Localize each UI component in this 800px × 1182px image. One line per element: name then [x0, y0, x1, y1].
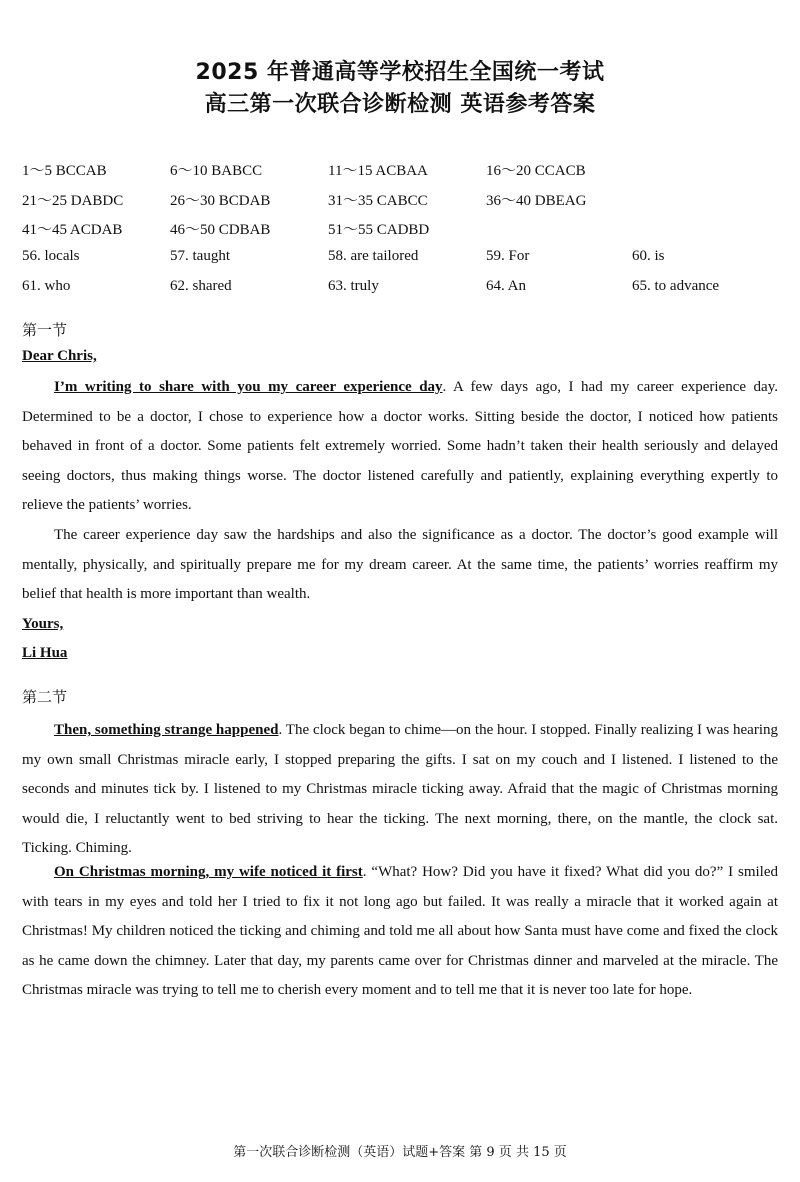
answer-item: 16～20 CCACB [486, 163, 586, 179]
letter-signature: Li Hua [22, 645, 68, 661]
answer-item: 11～15 ACBAA [328, 163, 428, 179]
section2-paragraph1-lead: Then, something strange happened [54, 722, 279, 738]
answer-item: 51～55 CADBD [328, 222, 430, 238]
answer-item: 6～10 BABCC [170, 163, 263, 179]
section1-paragraph2-body: The career experience day saw the hardships and also the significance as a doctor. The doctor’s good example will mentally, physically, and spiritually prepare me for my dream career. At the same time, the patients’ worries reaffirm my belief that health is more important than wealth. [22, 527, 778, 603]
answer-item: 60. is [632, 248, 665, 264]
section1-paragraph2 [22, 521, 778, 610]
answer-item: 65. to advance [632, 278, 720, 294]
answer-item: 1～5 BCCAB [22, 163, 107, 179]
answer-item: 57. taught [170, 248, 230, 264]
answer-item: 58. are tailored [328, 248, 419, 264]
answer-item: 62. shared [170, 278, 232, 294]
answer-item: 61. who [22, 278, 71, 294]
answer-item: 63. truly [328, 278, 379, 294]
section2-paragraph1 [22, 716, 778, 864]
section1-paragraph1-lead: I’m writing to share with you my career experience day [54, 379, 443, 395]
section2-paragraph2-lead: On Christmas morning, my wife noticed it first [54, 864, 363, 880]
answer-item: 46～50 CDBAB [170, 222, 271, 238]
answer-item: 31～35 CABCC [328, 193, 428, 209]
answer-item: 56. locals [22, 248, 80, 264]
section1-paragraph1 [22, 373, 778, 521]
section1-paragraph1-body: . A few days ago, I had my career experience day. Determined to be a doctor, I chose to experience how a doctor works. Sitting beside the doctor, I noticed how patients behaved in front of a doctor. Some patients felt extremely worried. Some hadn’t taken their health seriously and delayed seeing doctors, thus making things worse. The doctor listened carefully and patiently, explaining everything expertly to relieve the patients’ worries. [22, 379, 778, 514]
section1-heading: 第一节 [22, 321, 68, 339]
answer-item: 64. An [486, 278, 527, 294]
letter-greeting: Dear Chris, [22, 348, 97, 364]
page-title-line1: 2025 年普通高等学校招生全国统一考试 [195, 60, 605, 85]
section2-paragraph1-body: . The clock began to chime—on the hour. I stopped. Finally realizing I was hearing my own small Christmas miracle early, I stopped preparing the gifts. I sat on my couch and I listened. I listened to the seconds and minutes tick by. I listened to my Christmas miracle ticking away. Afraid that the magic of Christmas morning would die, I reluctantly went to bed striving to hear the ticking. The next morning, there, on the mantle, the clock sat. Ticking. Chiming. [22, 722, 779, 857]
section2-heading: 第二节 [22, 688, 68, 706]
section2-paragraph2 [22, 858, 778, 1006]
answer-item: 41～45 ACDAB [22, 222, 123, 238]
answer-item: 36～40 DBEAG [486, 193, 587, 209]
page-title-line2: 高三第一次联合诊断检测 英语参考答案 [204, 92, 596, 117]
answer-item: 21～25 DABDC [22, 193, 124, 209]
answer-item: 59. For [486, 248, 530, 264]
letter-closing: Yours, [22, 616, 64, 632]
section2-paragraph2-body: . “What? How? Did you have it fixed? What did you do?” I smiled with tears in my eyes and told her I tried to fix it not long ago but failed. It was really a miracle that it worked again at Christmas! My children noticed the ticking and chiming and told me all about how Santa must have come and fixed the clock as he came down the chimney. Later that day, my parents came over for Christmas dinner and marveled at the miracle. The Christmas miracle was trying to tell me to cherish every moment and to tell me that it is never too late for hope. [22, 864, 779, 999]
page-footer: 第一次联合诊断检测（英语）试题+答案 第 9 页 共 15 页 [233, 1145, 567, 1160]
answer-item: 26～30 BCDAB [170, 193, 271, 209]
